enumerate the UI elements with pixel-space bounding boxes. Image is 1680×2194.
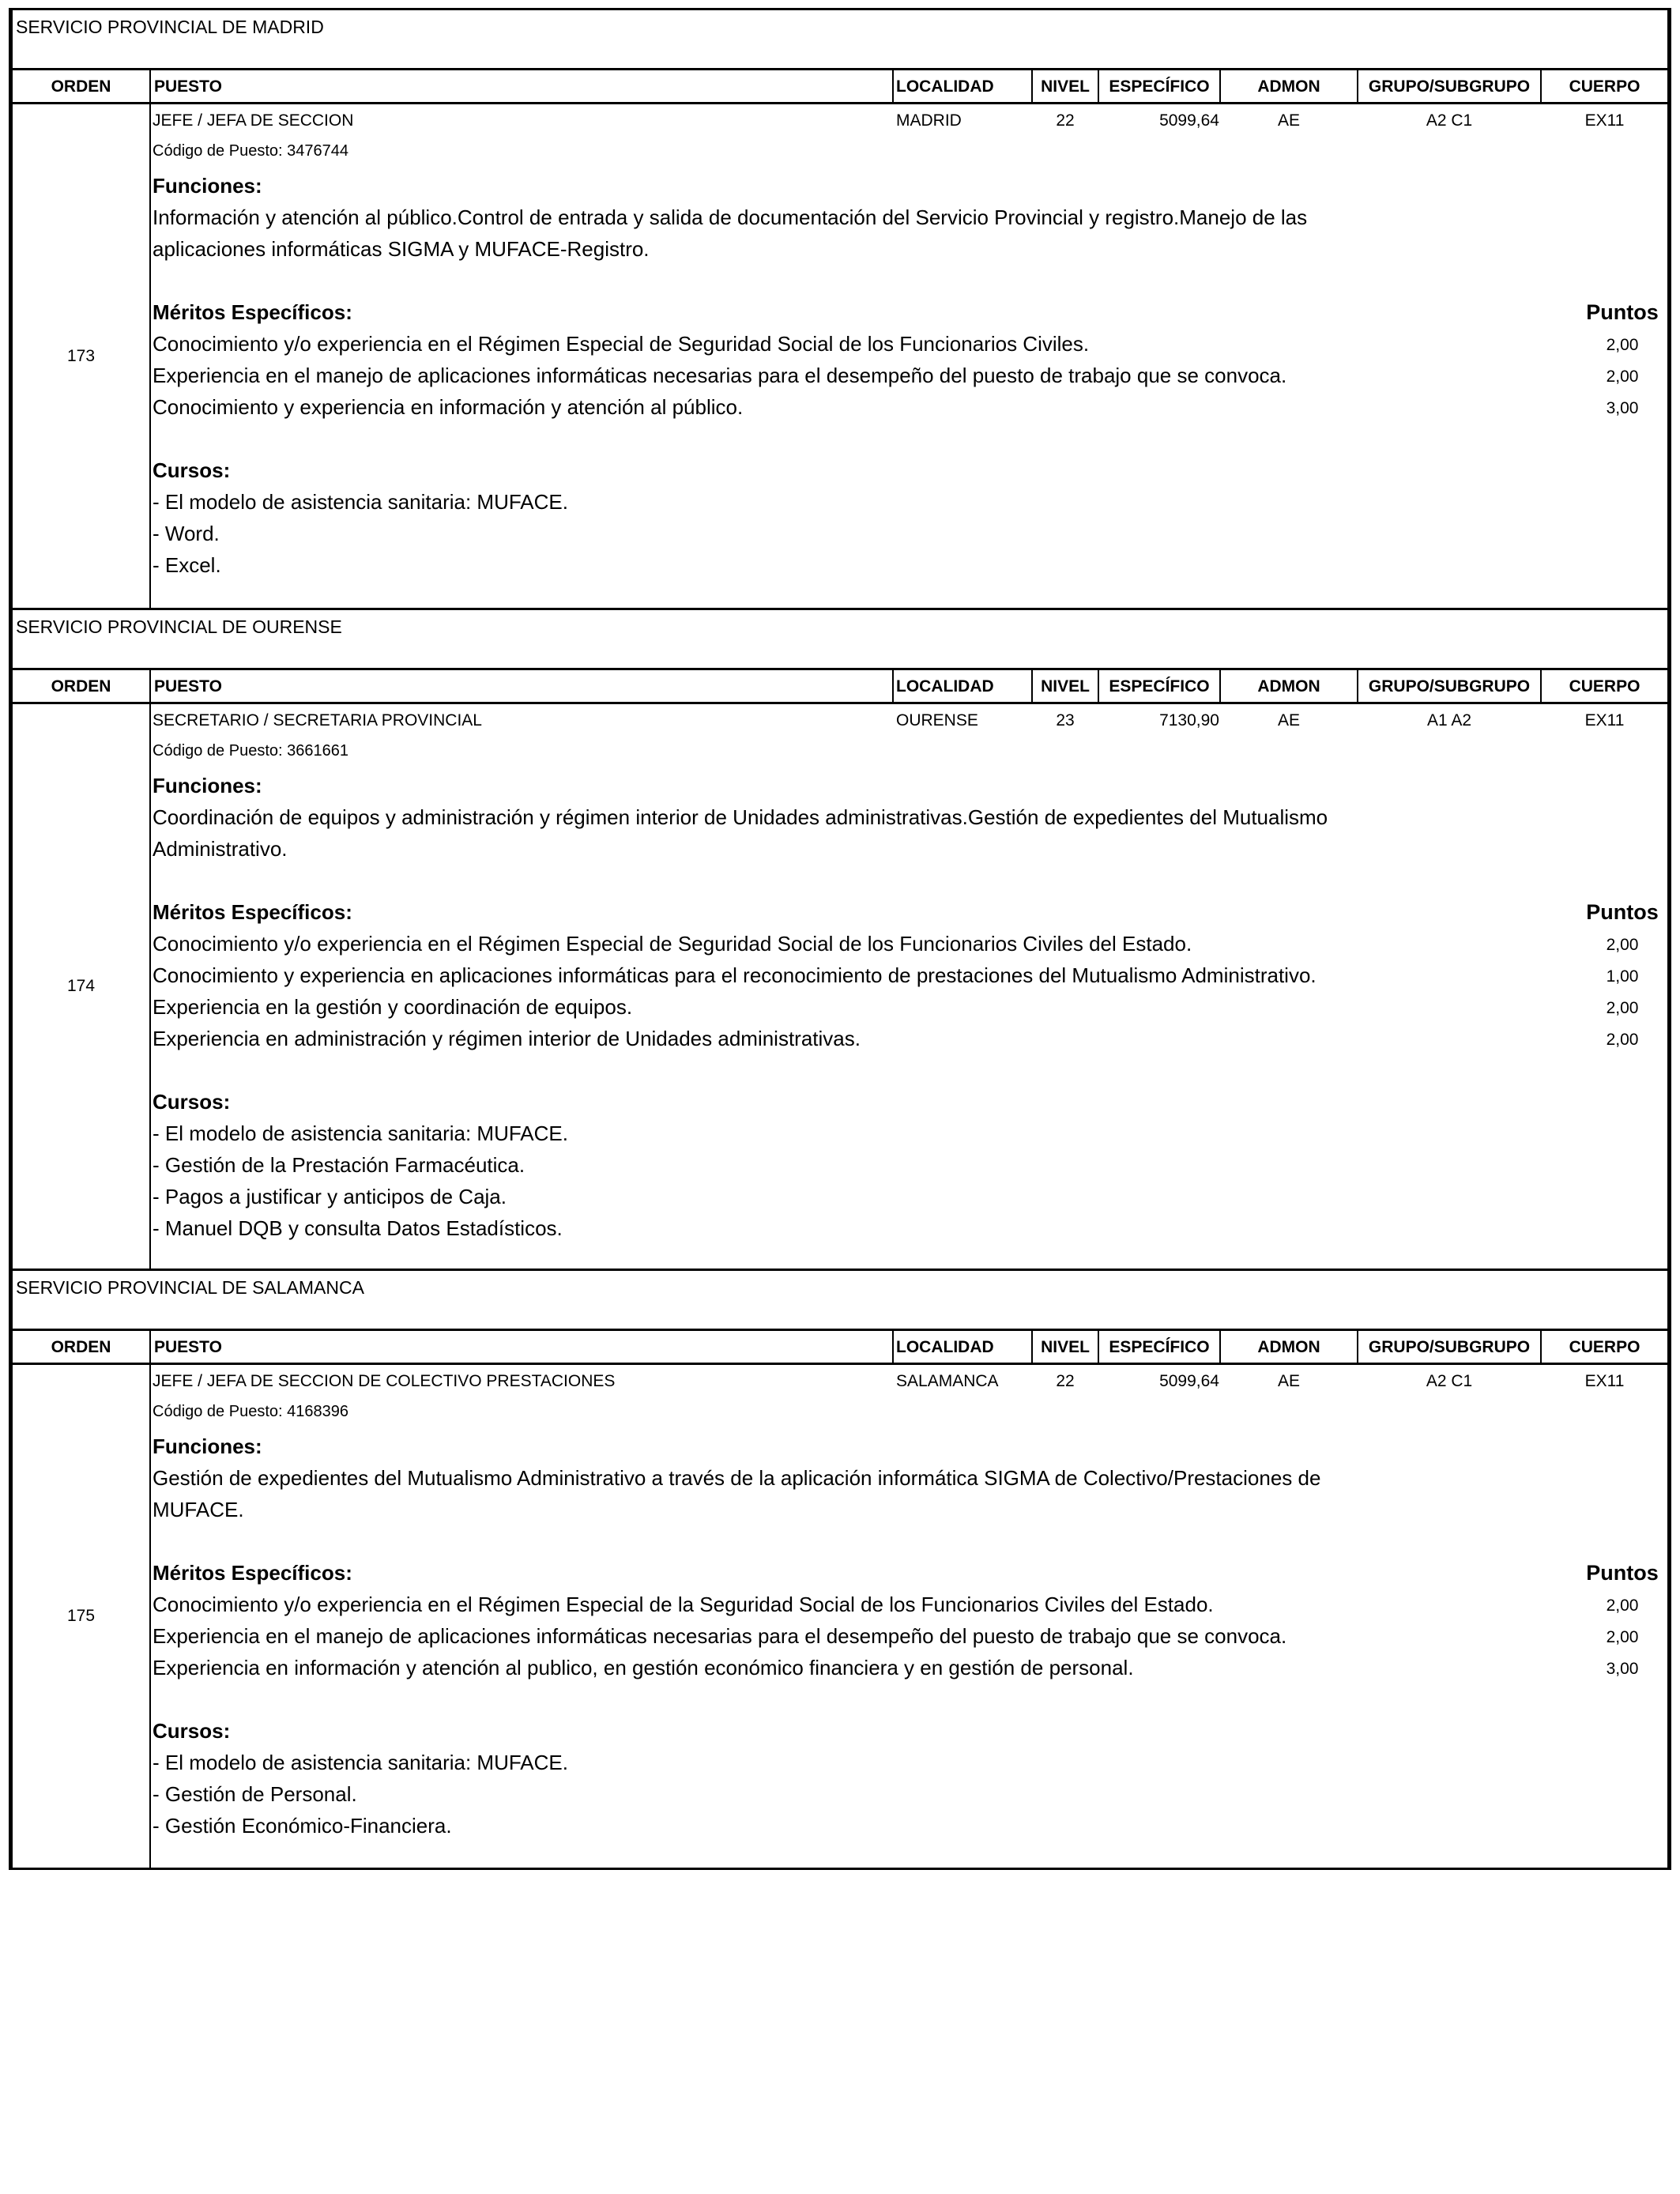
- position-body: [13, 104, 1667, 608]
- section-title: SERVICIO PROVINCIAL DE MADRID: [13, 10, 1667, 70]
- merito-puntos: 2,00: [1606, 999, 1639, 1017]
- curso-item: - Manuel DQB y consulta Datos Estadísticos.: [153, 1216, 563, 1240]
- position-body: [13, 704, 1667, 1269]
- merito-row: [153, 1652, 1667, 1683]
- puesto-value: SECRETARIO / SECRETARIA PROVINCIAL: [153, 711, 482, 729]
- curso-item: - Word.: [153, 522, 220, 545]
- merito-puntos: 2,00: [1606, 1628, 1639, 1646]
- cursos-label: Cursos:: [153, 1090, 231, 1114]
- cursos-label: Cursos:: [153, 458, 231, 482]
- curso-item: - El modelo de asistencia sanitaria: MUFACE.: [153, 490, 568, 514]
- curso-item: - Gestión de Personal.: [153, 1782, 357, 1806]
- merito-text: Conocimiento y/o experiencia en el Régimen Especial de Seguridad Social de los Funcionarios Civiles del Estado.: [153, 932, 1192, 956]
- merito-text: Experiencia en el manejo de aplicaciones informáticas necesarias para el desempeño del puesto de trabajo que se convoca.: [153, 364, 1287, 387]
- header-nivel: NIVEL: [1041, 677, 1090, 696]
- admon-value: AE: [1277, 111, 1300, 130]
- header-admon: ADMON: [1257, 1338, 1320, 1356]
- header-orden: ORDEN: [51, 1338, 111, 1356]
- orden-number: 174: [66, 977, 96, 995]
- especifico-value: 5099,64: [1159, 111, 1219, 130]
- merito-puntos: 3,00: [1606, 399, 1639, 417]
- funciones-label: Funciones:: [153, 174, 262, 198]
- funciones-line: Gestión de expedientes del Mutualismo Administrativo a través de la aplicación informática SIGMA de Colectivo/Prestaciones de: [153, 1466, 1321, 1490]
- merito-row: [153, 1589, 1667, 1620]
- curso-item: - Excel.: [153, 553, 221, 577]
- merito-text: Experiencia en información y atención al publico, en gestión económico financiera y en gestión de personal.: [153, 1656, 1134, 1679]
- header-especifico: ESPECÍFICO: [1109, 77, 1210, 96]
- funciones-line: Información y atención al público.Control de entrada y salida de documentación del Servicio Provincial y registro.Manejo de las: [153, 205, 1308, 229]
- puntos-label: Puntos: [1586, 300, 1659, 324]
- header-puesto: PUESTO: [154, 77, 222, 96]
- nivel-value: 22: [1056, 111, 1075, 130]
- header-grupo: GRUPO/SUBGRUPO: [1368, 77, 1531, 96]
- funciones-label: Funciones:: [153, 1434, 262, 1458]
- merito-text: Experiencia en la gestión y coordinación de equipos.: [153, 995, 633, 1019]
- localidad-value: MADRID: [896, 111, 962, 130]
- codigo-puesto: Código de Puesto: 3661661: [153, 742, 348, 760]
- header-cuerpo: CUERPO: [1569, 677, 1640, 696]
- nivel-value: 22: [1056, 1372, 1075, 1390]
- merito-puntos: 2,00: [1606, 1596, 1639, 1615]
- merito-row: [153, 928, 1667, 959]
- localidad-value: SALAMANCA: [896, 1372, 999, 1390]
- merito-row: [153, 1620, 1667, 1652]
- admon-value: AE: [1277, 1372, 1300, 1390]
- section-title: SERVICIO PROVINCIAL DE SALAMANCA: [13, 1271, 1667, 1331]
- merito-puntos: 1,00: [1606, 967, 1639, 986]
- column-header-row: [13, 70, 1667, 104]
- header-localidad: LOCALIDAD: [896, 77, 994, 96]
- cuerpo-value: EX11: [1584, 1372, 1625, 1390]
- column-header-row: [13, 670, 1667, 704]
- header-nivel: NIVEL: [1041, 1338, 1090, 1356]
- section-salamanca: [9, 1269, 1671, 1870]
- header-grupo: GRUPO/SUBGRUPO: [1368, 1338, 1531, 1356]
- merito-text: Experiencia en administración y régimen interior de Unidades administrativas.: [153, 1027, 861, 1050]
- funciones-line: MUFACE.: [153, 1498, 244, 1521]
- merito-row: [153, 391, 1667, 423]
- section-title: SERVICIO PROVINCIAL DE OURENSE: [13, 610, 1667, 670]
- merito-row: [153, 360, 1667, 391]
- meritos-label: Méritos Específicos:: [153, 1561, 352, 1585]
- merito-text: Conocimiento y experiencia en información y atención al público.: [153, 395, 744, 419]
- merito-puntos: 2,00: [1606, 336, 1639, 354]
- grupo-value: A2 C1: [1426, 111, 1473, 130]
- curso-item: - El modelo de asistencia sanitaria: MUFACE.: [153, 1751, 568, 1774]
- funciones-line: Coordinación de equipos y administración y régimen interior de Unidades administrativas.Gestión de expedientes del Mutualismo: [153, 805, 1328, 829]
- codigo-puesto: Código de Puesto: 3476744: [153, 142, 348, 160]
- merito-row: [153, 328, 1667, 360]
- header-cuerpo: CUERPO: [1569, 1338, 1640, 1356]
- grupo-value: A1 A2: [1426, 711, 1472, 729]
- especifico-value: 5099,64: [1159, 1372, 1219, 1390]
- merito-text: Conocimiento y/o experiencia en el Régimen Especial de la Seguridad Social de los Funcionarios Civiles del Estado.: [153, 1593, 1214, 1616]
- merito-puntos: 3,00: [1606, 1660, 1639, 1678]
- header-nivel: NIVEL: [1041, 77, 1090, 96]
- header-admon: ADMON: [1257, 77, 1320, 96]
- header-admon: ADMON: [1257, 677, 1320, 696]
- header-localidad: LOCALIDAD: [896, 1338, 994, 1356]
- header-especifico: ESPECÍFICO: [1109, 677, 1210, 696]
- admon-value: AE: [1277, 711, 1300, 729]
- cuerpo-value: EX11: [1584, 711, 1625, 729]
- merito-puntos: 2,00: [1606, 1031, 1639, 1049]
- merito-text: Experiencia en el manejo de aplicaciones informáticas necesarias para el desempeño del puesto de trabajo que se convoca.: [153, 1624, 1287, 1648]
- merito-puntos: 2,00: [1606, 936, 1639, 954]
- codigo-puesto: Código de Puesto: 4168396: [153, 1403, 348, 1420]
- funciones-line: Administrativo.: [153, 837, 288, 861]
- position-content: [153, 170, 1667, 581]
- position-content: [153, 1431, 1667, 1842]
- header-grupo: GRUPO/SUBGRUPO: [1368, 677, 1531, 696]
- cuerpo-value: EX11: [1584, 111, 1625, 130]
- section-ourense: [9, 608, 1671, 1269]
- curso-item: - Gestión Económico-Financiera.: [153, 1814, 452, 1838]
- merito-text: Conocimiento y experiencia en aplicaciones informáticas para el reconocimiento de prestaciones del Mutualismo Administrativo.: [153, 963, 1317, 987]
- position-row: [151, 711, 1667, 732]
- puesto-value: JEFE / JEFA DE SECCION DE COLECTIVO PRESTACIONES: [153, 1372, 616, 1390]
- position-row: [151, 111, 1667, 132]
- header-orden: ORDEN: [51, 77, 111, 96]
- position-content: [153, 770, 1667, 1244]
- merito-row: [153, 959, 1667, 991]
- funciones-line: aplicaciones informáticas SIGMA y MUFACE-Registro.: [153, 237, 650, 261]
- curso-item: - Gestión de la Prestación Farmacéutica.: [153, 1153, 525, 1177]
- puntos-label: Puntos: [1586, 900, 1659, 924]
- funciones-label: Funciones:: [153, 774, 262, 797]
- especifico-value: 7130,90: [1159, 711, 1219, 729]
- curso-item: - El modelo de asistencia sanitaria: MUFACE.: [153, 1122, 568, 1145]
- meritos-label: Méritos Específicos:: [153, 300, 352, 324]
- meritos-label: Méritos Específicos:: [153, 900, 352, 924]
- cursos-label: Cursos:: [153, 1719, 231, 1743]
- document-sheet: [9, 8, 1671, 1870]
- curso-item: - Pagos a justificar y anticipos de Caja.: [153, 1185, 507, 1208]
- header-puesto: PUESTO: [154, 677, 222, 696]
- column-header-row: [13, 1331, 1667, 1365]
- header-localidad: LOCALIDAD: [896, 677, 994, 696]
- merito-text: Conocimiento y/o experiencia en el Régimen Especial de Seguridad Social de los Funcionarios Civiles.: [153, 332, 1090, 356]
- puntos-label: Puntos: [1586, 1561, 1659, 1585]
- position-body: [13, 1365, 1667, 1868]
- grupo-value: A2 C1: [1426, 1372, 1473, 1390]
- localidad-value: OURENSE: [896, 711, 978, 729]
- header-puesto: PUESTO: [154, 1338, 222, 1356]
- nivel-value: 23: [1056, 711, 1075, 729]
- header-orden: ORDEN: [51, 677, 111, 696]
- position-row: [151, 1372, 1667, 1393]
- header-cuerpo: CUERPO: [1569, 77, 1640, 96]
- puesto-value: JEFE / JEFA DE SECCION: [153, 111, 354, 130]
- header-especifico: ESPECÍFICO: [1109, 1338, 1210, 1356]
- orden-number: 173: [66, 346, 96, 365]
- section-madrid: [9, 8, 1671, 608]
- orden-number: 175: [66, 1607, 96, 1625]
- merito-row: [153, 1023, 1667, 1054]
- merito-puntos: 2,00: [1606, 368, 1639, 386]
- merito-row: [153, 991, 1667, 1023]
